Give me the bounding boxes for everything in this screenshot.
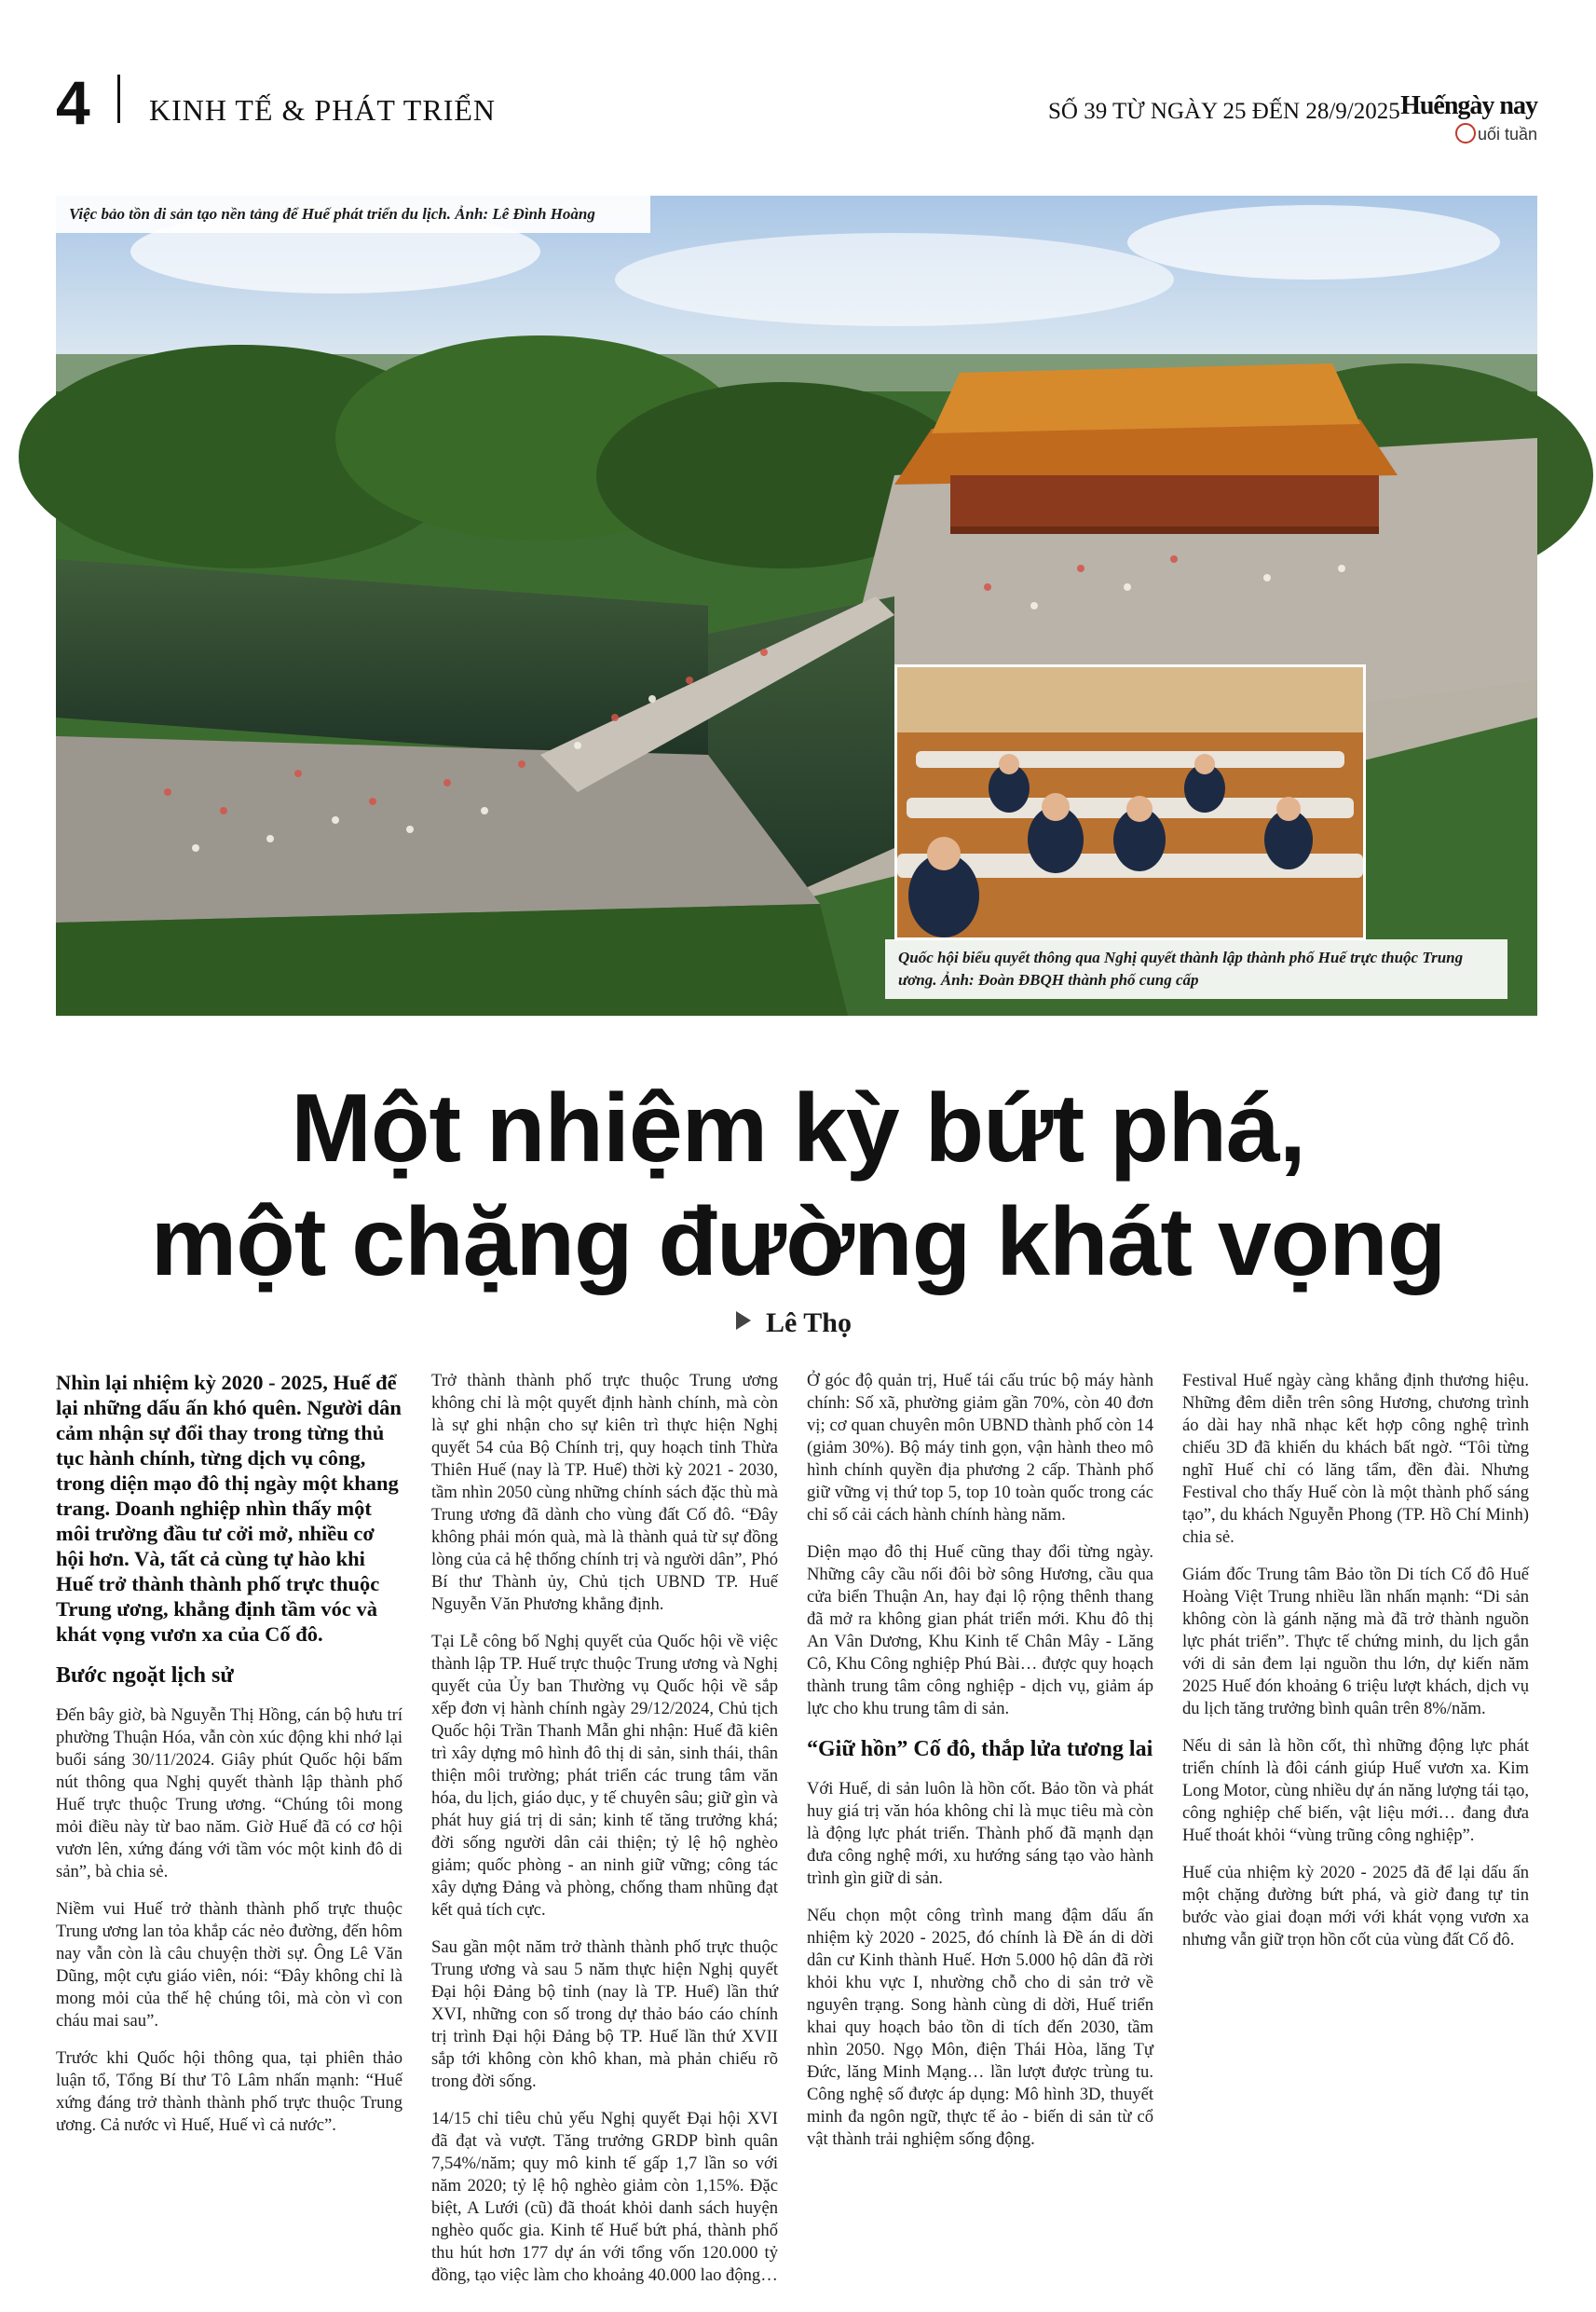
brand-logo	[1400, 91, 1537, 144]
inset-photo-caption: Quốc hội biểu quyết thông qua Nghị quyết thành lập thành phố Huế trực thuộc Trung ương. Ảnh: Đoàn ĐBQH thành phố cung cấp	[885, 939, 1507, 999]
page-header	[56, 68, 1537, 144]
paragraph: Với Huế, di sản luôn là hồn cốt. Bảo tồn và phát huy giá trị văn hóa không chỉ là mục tiêu mà còn là động lực phát triển. Thành phố đã mạnh dạn đưa công nghệ mới, xu hướng sáng tạo vào hành trình gìn giữ di sản.	[807, 1779, 1153, 1888]
article-column-4	[1182, 1370, 1529, 2264]
main-photo-caption: Việc bảo tồn di sản tạo nền tảng để Huế phát triển du lịch. Ảnh: Lê Đình Hoàng	[56, 196, 650, 233]
brand-name: Huếngày nay	[1400, 91, 1537, 120]
paragraph: Niềm vui Huế trở thành thành phố trực thuộc Trung ương lan tỏa khắp các nẻo đường, đến hôm nay vẫn còn là câu chuyện thời sự. Ông Lê Văn Dũng, một cựu giáo viên, nói: “Đây không chỉ là mong mỏi của thế hệ chúng tôi, mà còn vì con cháu mai sau”.	[56, 1899, 402, 2031]
paragraph: Diện mạo đô thị Huế cũng thay đổi từng ngày. Những cây cầu nối đôi bờ sông Hương, cầu qua cửa biển Thuận An, hay đại lộ rộng thênh thang đã mở ra không gian phát triển mới. Khu đô thị An Vân Dương, Khu Kinh tế Chân Mây - Lăng Cô, Khu Công nghiệp Phú Bài… được quy hoạch thành trung tâm công nghiệp - dịch vụ, giảm áp lực cho khu trung tâm di sản.	[807, 1542, 1153, 1718]
paragraph: Ở góc độ quản trị, Huế tái cấu trúc bộ máy hành chính: Số xã, phường giảm gần 70%, còn 40 đơn vị; cơ quan chuyên môn UBND thành phố còn 14 (giảm 30%). Bộ máy tinh gọn, vận hành theo mô hình chính quyền địa phương 2 cấp. Thành phố giữ vững vị thứ top 5, top 10 toàn quốc trong các chỉ số cải cách hành chính hàng năm.	[807, 1371, 1153, 1525]
brand-ring-icon	[1455, 123, 1476, 144]
byline-triangle-icon	[736, 1311, 751, 1330]
paragraph: Festival Huế ngày càng khẳng định thương hiệu. Những đêm diễn trên sông Hương, chương trình áo dài hay nhã nhạc kết hợp công nghệ trình chiếu 3D đã khiến du khách bất ngờ. “Tôi từng nghĩ Huế chỉ có lăng tẩm, đền đài. Nhưng Festival cho thấy Huế còn là một thành phố sáng tạo”, du khách Nguyễn Phong (TP. Hồ Chí Minh) chia sẻ.	[1182, 1371, 1529, 1547]
brand-subtitle-text: uối tuần	[1477, 125, 1537, 144]
inset-illustration	[897, 667, 1363, 937]
paragraph: Huế của nhiệm kỳ 2020 - 2025 đã để lại dấu ấn một chặng đường bứt phá, và giờ đang tự tin bước vào giai đoạn mới với khát vọng vươn xa nhưng vẫn giữ trọn hồn cốt của vùng đất Cố đô.	[1182, 1863, 1529, 1949]
paragraph: Giám đốc Trung tâm Bảo tồn Di tích Cố đô Huế Hoàng Việt Trung nhiều lần nhấn mạnh: “Di sản không còn là gánh nặng mà đã trở thành nguồn lực phát triển”. Thực tế chứng minh, du lịch gắn với di sản đem lại nguồn thu lớn, dự kiến năm 2025 Huế đón khoảng 6 triệu lượt khách, dịch vụ du lịch tăng trưởng bình quân trên 8%/năm.	[1182, 1565, 1529, 1718]
paragraph: Trước khi Quốc hội thông qua, tại phiên thảo luận tổ, Tổng Bí thư Tô Lâm nhấn mạnh: “Huế xứng đáng trở thành thành phố trực thuộc Trung ương. Cả nước vì Huế, Huế vì cả nước”.	[56, 2048, 402, 2135]
page-number: 4	[56, 68, 90, 137]
hero-photo	[56, 196, 1537, 1016]
byline	[736, 1307, 852, 1339]
paragraph: Đến bây giờ, bà Nguyễn Thị Hồng, cán bộ hưu trí phường Thuận Hóa, vẫn còn xúc động khi nhớ lại buổi sáng 30/11/2024. Giây phút Quốc hội bấm nút thông qua Nghị quyết thành lập thành phố Huế trực thuộc Trung ương. “Chúng tôi mong mỏi điều này từ bao năm. Giờ Huế đã có cơ hội vươn lên, xứng đáng với tầm vóc một kinh đô di sản”, bà chia sẻ.	[56, 1705, 402, 1881]
inset-photo	[894, 664, 1366, 940]
paragraph: Nếu chọn một công trình mang đậm dấu ấn nhiệm kỳ 2020 - 2025, đó chính là Đề án di dời dân cư Kinh thành Huế. Hơn 5.000 hộ dân đã rời khỏi khu vực I, nhường chỗ cho di sản trở về nguyên trạng. Song hành cùng di dời, Huế triển khai quy hoạch bảo tồn di tích đến 2030, tầm nhìn 2050. Ngọ Môn, điện Thái Hòa, lăng Tự Đức, lăng Minh Mạng… lần lượt được trùng tu. Công nghệ số được áp dụng: Mô hình 3D, thuyết minh đa ngôn ngữ, thực tế ảo - biến di sản từ cổ vật thành trải nghiệm sống động.	[807, 1906, 1153, 2149]
article-column-3	[807, 1370, 1153, 2264]
brand-subtitle	[1400, 123, 1537, 144]
headline-line-2: một chặng đường khát vọng	[150, 1188, 1446, 1296]
article-column-1	[56, 1370, 402, 2264]
paragraph: 14/15 chỉ tiêu chủ yếu Nghị quyết Đại hội XVI đã đạt và vượt. Tăng trưởng GRDP bình quân 7,54%/năm; quy mô kinh tế gấp 1,7 lần so với năm 2020; tỷ lệ hộ nghèo giảm còn 1,15%. Đặc biệt, A Lưới (cũ) đã thoát khỏi danh sách huyện nghèo quốc gia. Kinh tế Huế bứt phá, thành phố thu hút hơn 177 dự án với tổng vốn 120.000 tỷ đồng, tạo việc làm cho khoảng 40.000 lao động…	[431, 2109, 778, 2285]
header-divider	[117, 75, 120, 123]
article-column-2	[431, 1370, 778, 2285]
paragraph: Sau gần một năm trở thành thành phố trực thuộc Trung ương và sau 5 năm thực hiện Nghị quyết Đại hội Đảng bộ tỉnh (nay là TP. Huế) lần thứ XVI, những con số trong dự thảo báo cáo chính trị trình Đại hội Đảng bộ TP. Huế lần thứ XVII sắp tới không còn khô khan, mà phản chiếu rõ trong đời sống.	[431, 1937, 778, 2091]
article-headline	[0, 1072, 1596, 1299]
subheading-2: “Giữ hồn” Cố đô, thắp lửa tương lai	[807, 1737, 1153, 1761]
paragraph: Nếu di sản là hồn cốt, thì những động lực phát triển chính là đôi cánh giúp Huế vươn xa. Kim Long Motor, cùng nhiều dự án năng lượng tái tạo, công nghiệp chế biến, vật liệu mới… đang đưa Huế thoát khỏi “vùng trũng công nghiệp”.	[1182, 1736, 1529, 1845]
paragraph: Tại Lễ công bố Nghị quyết của Quốc hội về việc thành lập TP. Huế trực thuộc Trung ương và Nghị quyết của Ủy ban Thường vụ Quốc hội về sắp xếp đơn vị hành chính ngày 29/12/2024, Chủ tịch Quốc hội Trần Thanh Mẫn ghi nhận: Huế đã kiên trì xây dựng mô hình đô thị di sản, sinh thái, thân thiện môi trường; phát triển các trung tâm văn hóa, du lịch, giáo dục, y tế chuyên sâu; giữ gìn và phát huy giá trị di sản; kinh tế tăng trưởng khá; đời sống người dân cải thiện; tỷ lệ hộ nghèo giảm; quốc phòng - an ninh giữ vững; công tác xây dựng Đảng và phòng, chống tham nhũng đạt kết quả tích cực.	[431, 1632, 778, 1920]
lead-paragraph: Nhìn lại nhiệm kỳ 2020 - 2025, Huế để lại những dấu ấn khó quên. Người dân cảm nhận sự đổi thay trong từng thủ tục hành chính, từng dịch vụ công, trong diện mạo đô thị ngày một khang trang. Doanh nghiệp nhìn thấy một môi trường đầu tư cởi mở, nhiều cơ hội hơn. Và, tất cả cùng tự hào khi Huế trở thành thành phố trực thuộc Trung ương, khẳng định tầm vóc và khát vọng vươn xa của Cố đô.	[56, 1371, 402, 1646]
author-name: Lê Thọ	[766, 1307, 852, 1338]
subheading-1: Bước ngoặt lịch sử	[56, 1663, 234, 1688]
headline-line-1: Một nhiệm kỳ bứt phá,	[291, 1074, 1305, 1183]
issue-info: SỐ 39 TỪ NGÀY 25 ĐẾN 28/9/2025	[1048, 99, 1400, 124]
paragraph: Trở thành thành phố trực thuộc Trung ương không chỉ là một quyết định hành chính, mà còn là sự ghi nhận cho sự kiên trì thực hiện Nghị quyết 54 của Bộ Chính trị, quy hoạch tỉnh Thừa Thiên Huế (nay là TP. Huế) thời kỳ 2021 - 2030, tầm nhìn 2050 cùng những chính sách đặc thù mà Trung ương đã dành cho vùng đất Cố đô. “Đây không phải món quà, mà là thành quả từ sự đồng lòng của cả hệ thống chính trị và người dân”, Phó Bí thư Thành ủy, Chủ tịch UBND TP. Huế Nguyễn Văn Phương khẳng định.	[431, 1371, 778, 1614]
section-title: KINH TẾ & PHÁT TRIỂN	[149, 93, 496, 127]
